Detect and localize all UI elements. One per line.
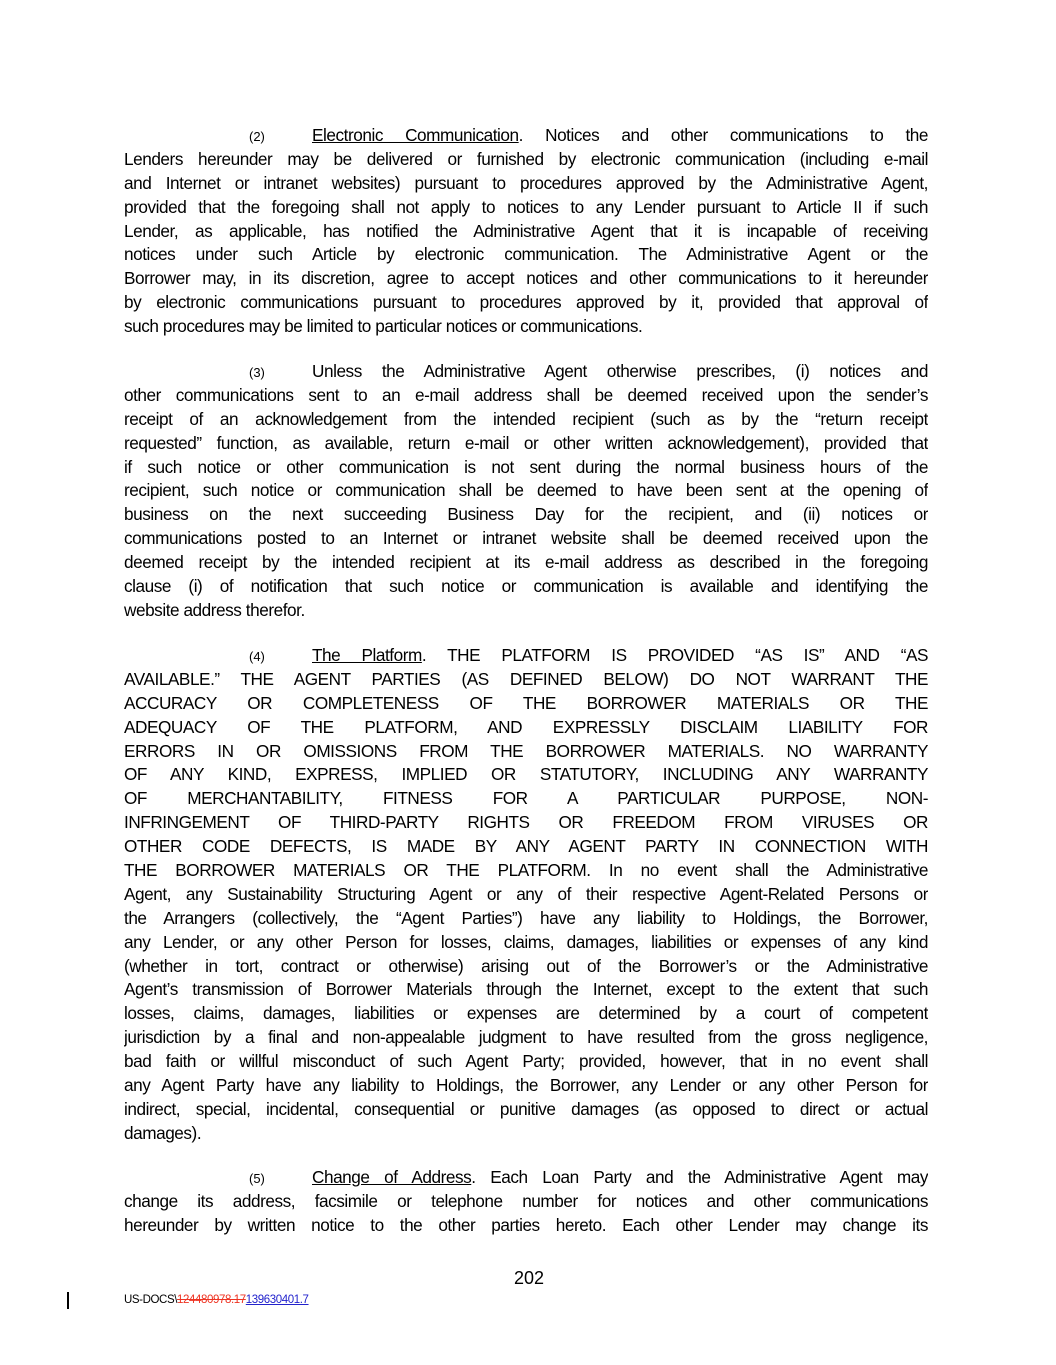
doc-id-deleted: 124480978.17 <box>177 1294 246 1306</box>
paragraph-line: the Arrangers (collectively, the “Agent Parties”) have any liability to Holdings, the Borrower, <box>124 907 928 928</box>
paragraph-heading: Change of Address <box>312 1167 472 1187</box>
paragraph-text: . THE PLATFORM IS PROVIDED “AS IS” AND “AS <box>421 645 928 665</box>
paragraph-text: . Each Loan Party and the Administrative Agent may <box>471 1167 928 1187</box>
paragraph-3 <box>124 360 928 623</box>
paragraph-heading: The Platform <box>312 645 422 665</box>
paragraph-line: requested” function, as available, return e-mail or other written acknowledgement), provided that <box>124 432 928 453</box>
paragraph-line: losses, claims, damages, liabilities or expenses are determined by a court of competent <box>124 1003 928 1024</box>
footer-doc-id <box>124 1294 309 1306</box>
paragraph-text: . Notices and other communications to the <box>518 125 928 145</box>
paragraph-line: such procedures may be limited to particular notices or communications. <box>124 316 643 337</box>
paragraph-line: ADEQUACY OF THE PLATFORM, AND EXPRESSLY DISCLAIM LIABILITY FOR <box>124 716 928 737</box>
doc-id-inserted: 139630401.7 <box>245 1294 309 1306</box>
paragraph-line: OF ANY KIND, EXPRESS, IMPLIED OR STATUTORY, INCLUDING ANY WARRANTY <box>124 764 928 785</box>
change-bar <box>67 1292 69 1309</box>
paragraph-number: (5) <box>249 1171 265 1186</box>
paragraph-line: AVAILABLE.” THE AGENT PARTIES (AS DEFINED BELOW) DO NOT WARRANT THE <box>124 668 928 689</box>
paragraph-line: damages). <box>124 1122 202 1143</box>
page-number: 202 <box>514 1268 545 1288</box>
paragraph-line: receipt of an acknowledgement from the intended recipient (such as by the “return receipt <box>124 408 928 429</box>
paragraph-line: Agent, any Sustainability Structuring Agent or any of their respective Agent-Related Persons or <box>124 883 928 904</box>
paragraph-line: hereunder by written notice to the other parties hereto. Each other Lender may change its <box>124 1214 928 1235</box>
paragraph-first-line <box>124 1166 928 1190</box>
paragraph-line: website address therefor. <box>124 599 305 620</box>
paragraph-number: (3) <box>249 365 265 380</box>
paragraph-line: Lenders hereunder may be delivered or furnished by electronic communication (including e-mail <box>124 148 928 169</box>
paragraph-number: (4) <box>249 649 265 664</box>
paragraph-line: indirect, special, incidental, consequential or punitive damages (as opposed to direct or actual <box>124 1098 928 1119</box>
paragraph-line: provided that the foregoing shall not apply to notices to any Lender pursuant to Article II if such <box>124 196 928 217</box>
paragraph-line: any Lender, or any other Person for losses, claims, damages, liabilities or expenses of any kind <box>124 931 928 952</box>
paragraph-line: and Internet or intranet websites) pursuant to procedures approved by the Administrative Agent, <box>124 172 928 193</box>
paragraph-line: communications posted to an Internet or intranet website shall be deemed received upon the <box>124 528 928 549</box>
paragraph-line: change its address, facsimile or telephone number for notices and other communications <box>124 1190 928 1211</box>
paragraph-first-line <box>124 360 928 384</box>
paragraph-line: clause (i) of notification that such notice or communication is available and identifying the <box>124 576 928 597</box>
paragraph-first-line <box>124 644 928 668</box>
paragraph-5 <box>124 1166 928 1238</box>
paragraph-line: by electronic communications pursuant to procedures approved by it, provided that approval of <box>124 292 928 313</box>
paragraph-number: (2) <box>249 129 265 144</box>
doc-id-prefix: US-DOCS\ <box>124 1294 178 1306</box>
paragraph-4 <box>124 644 928 1146</box>
paragraph-line: ACCURACY OR COMPLETENESS OF THE BORROWER MATERIALS OR THE <box>124 692 928 713</box>
paragraph-line: bad faith or willful misconduct of such Agent Party; provided, however, that in no event shall <box>124 1051 928 1072</box>
paragraph-line: THE BORROWER MATERIALS OR THE PLATFORM. In no event shall the Administrative <box>124 860 928 881</box>
paragraph-text: Unless the Administrative Agent otherwise prescribes, (i) notices and <box>312 361 928 381</box>
paragraph-line: any Agent Party have any liability to Holdings, the Borrower, any Lender or any other Person for <box>124 1075 928 1096</box>
paragraph-line: (whether in tort, contract or otherwise) arising out of the Borrower’s or the Administrative <box>124 955 928 976</box>
paragraph-line: if such notice or other communication is not sent during the normal business hours of the <box>124 456 928 477</box>
paragraph-line: jurisdiction by a final and non-appealable judgment to have resulted from the gross negligence, <box>124 1027 928 1048</box>
paragraph-line: notices under such Article by electronic communication. The Administrative Agent or the <box>124 244 928 265</box>
paragraph-line: ERRORS IN OR OMISSIONS FROM THE BORROWER MATERIALS. NO WARRANTY <box>124 740 928 761</box>
paragraph-first-line <box>124 124 928 148</box>
paragraph-heading: Electronic Communication <box>312 125 519 145</box>
paragraph-line: Borrower may, in its discretion, agree to accept notices and other communications to it hereunder <box>124 268 928 289</box>
paragraph-line: recipient, such notice or communication shall be deemed to have been sent at the opening of <box>124 480 928 501</box>
paragraph-line: business on the next succeeding Business Day for the recipient, and (ii) notices or <box>124 504 928 525</box>
paragraph-line: OF MERCHANTABILITY, FITNESS FOR A PARTICULAR PURPOSE, NON- <box>124 788 928 809</box>
paragraph-line: INFRINGEMENT OF THIRD-PARTY RIGHTS OR FREEDOM FROM VIRUSES OR <box>124 812 928 833</box>
paragraph-line: Agent’s transmission of Borrower Materials through the Internet, except to the extent that such <box>124 979 928 1000</box>
paragraph-line: OTHER CODE DEFECTS, IS MADE BY ANY AGENT PARTY IN CONNECTION WITH <box>124 836 928 857</box>
paragraph-2 <box>124 124 928 339</box>
paragraph-line: deemed receipt by the intended recipient at its e-mail address as described in the foregoing <box>124 552 928 573</box>
paragraph-line: Lender, as applicable, has notified the Administrative Agent that it is incapable of receiving <box>124 220 928 241</box>
paragraph-line: other communications sent to an e-mail address shall be deemed received upon the sender’s <box>124 384 928 405</box>
